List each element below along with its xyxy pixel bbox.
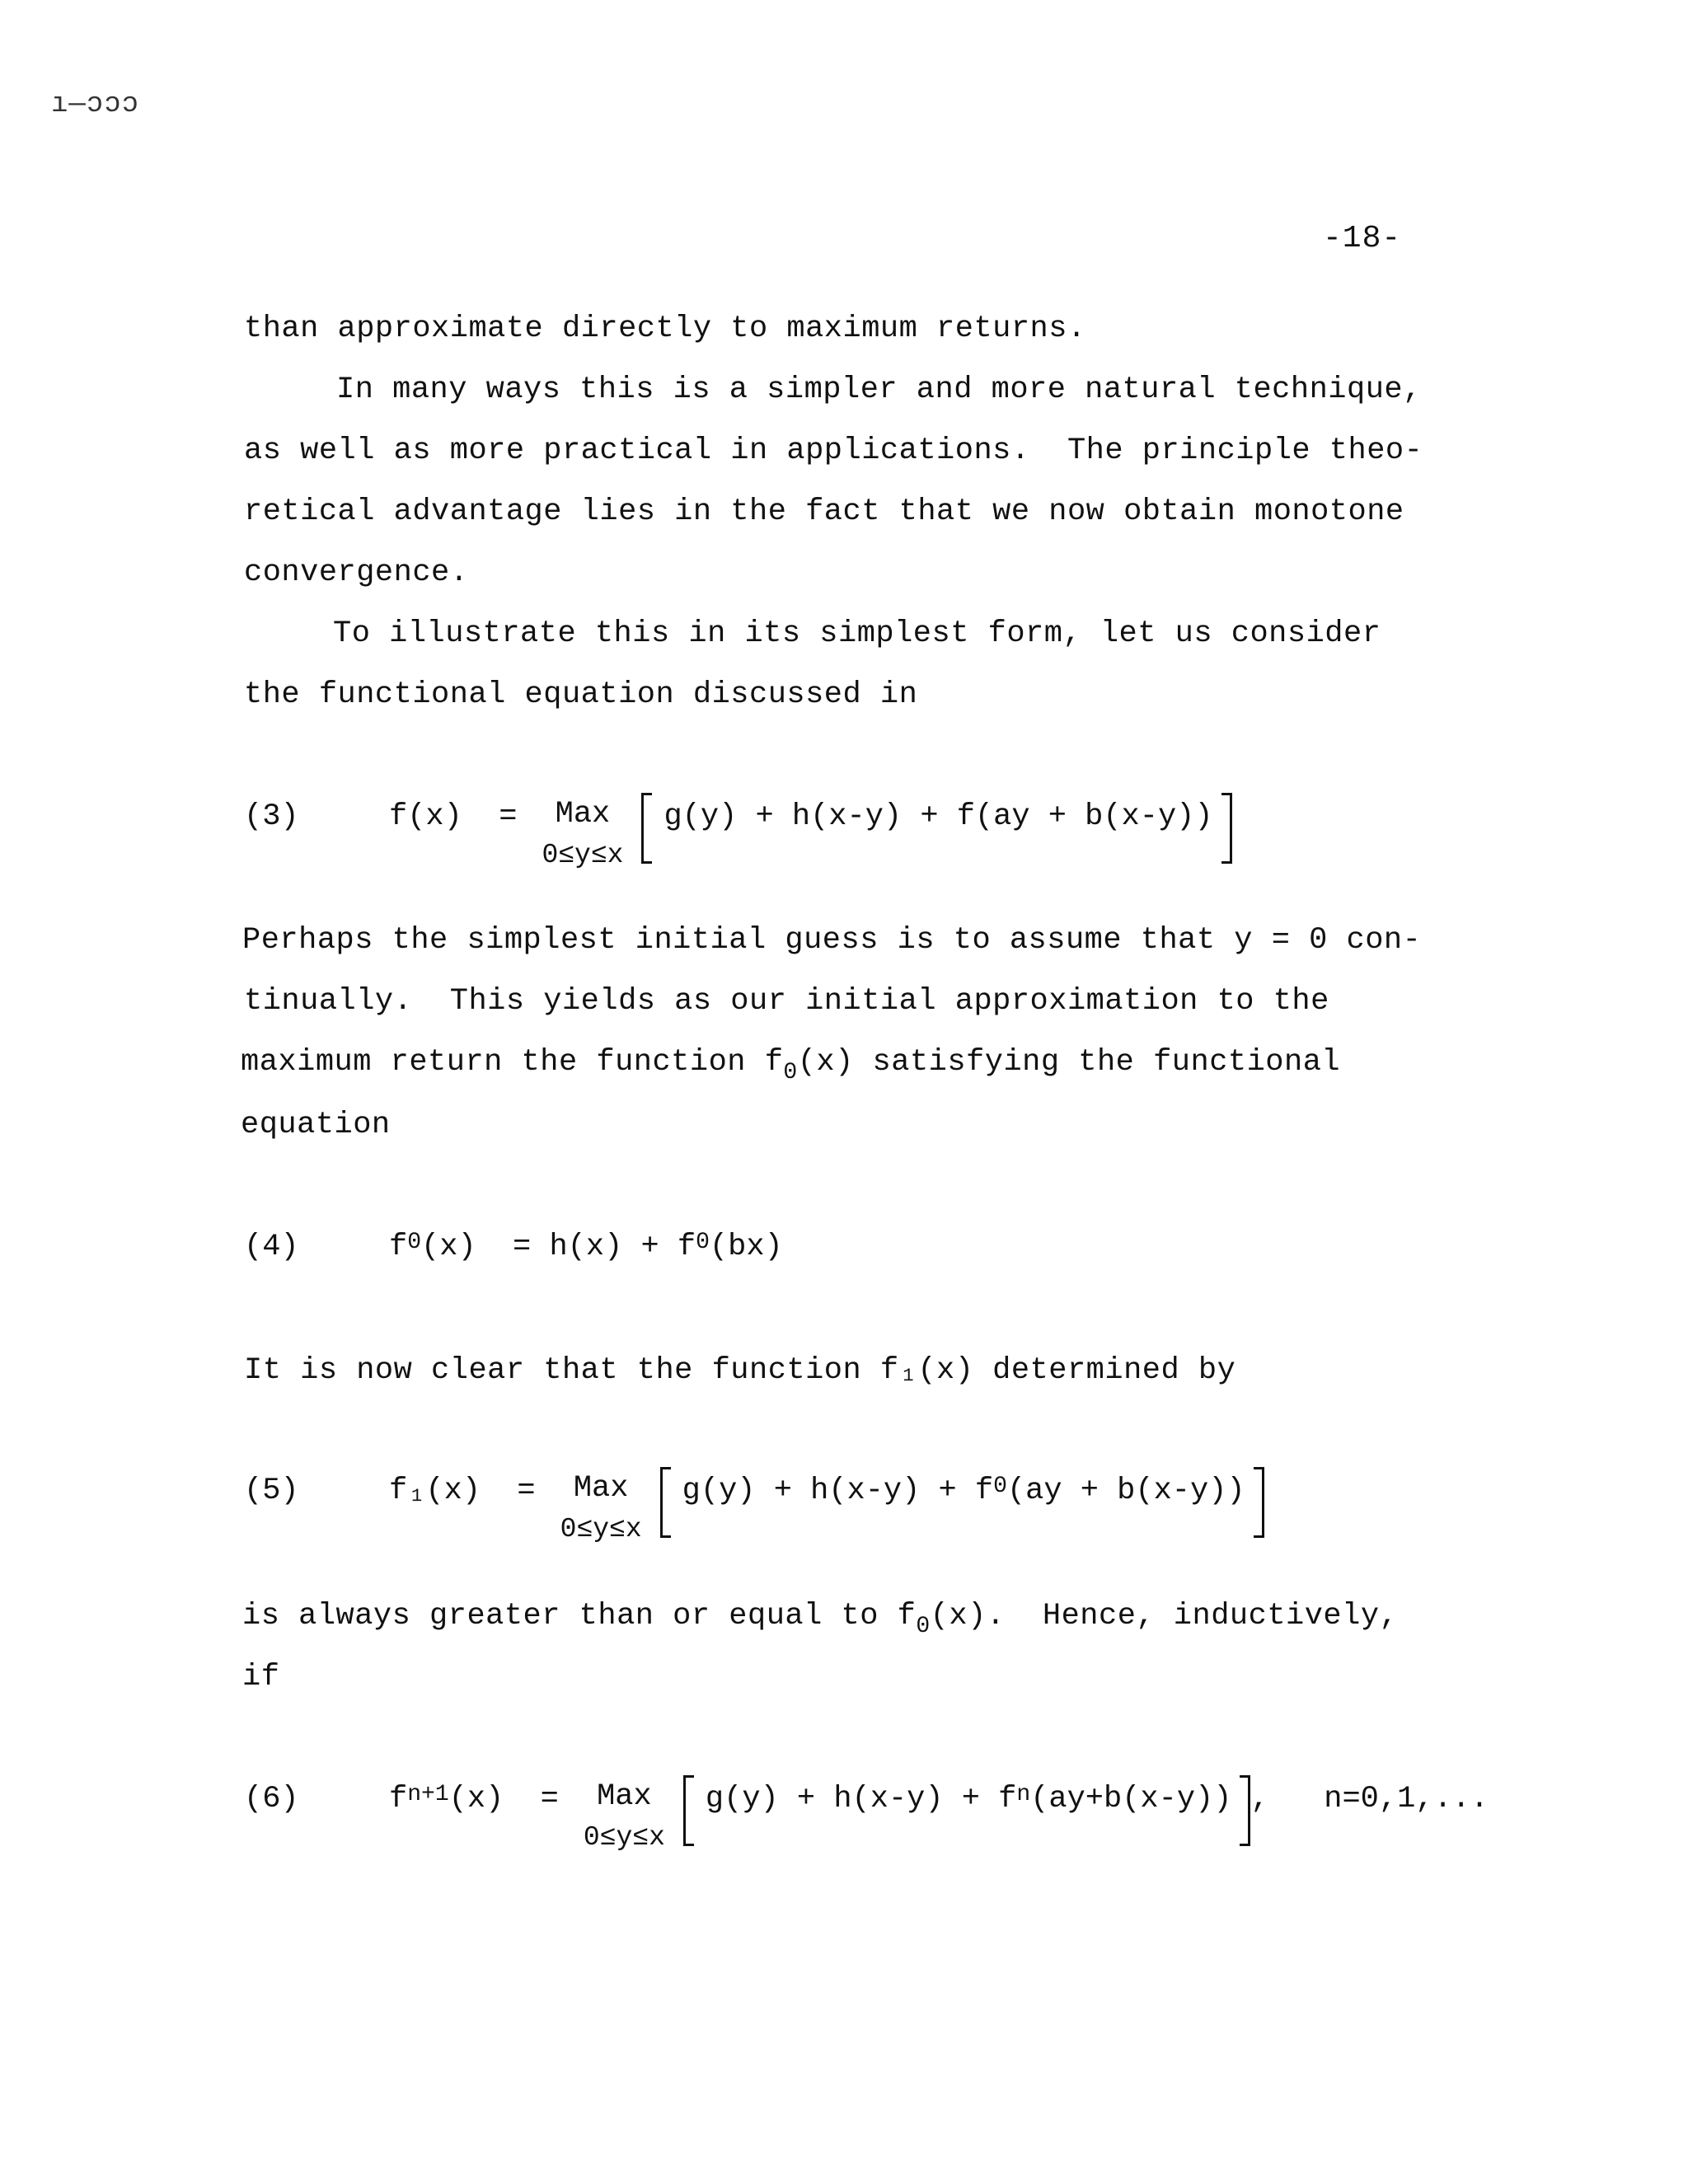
right-bracket bbox=[1240, 1775, 1250, 1846]
text-line: the functional equation discussed in bbox=[244, 677, 918, 712]
text-line: retical advantage lies in the fact that we now obtain monotone bbox=[244, 494, 1404, 529]
text-line: tinually. This yields as our initial approximation to the bbox=[244, 984, 1329, 1019]
text-line: Perhaps the simplest initial guess is to assume that y = 0 con- bbox=[242, 923, 1422, 958]
eq6-max-operator: Max 0≤y≤x bbox=[583, 1779, 665, 1853]
text-line: To illustrate this in its simplest form, let us consider bbox=[333, 616, 1381, 651]
eq3-max-operator bbox=[542, 799, 623, 869]
text-line: It is now clear that the function f₁(x) determined by bbox=[244, 1353, 1236, 1388]
text-line: is always greater than or equal to $f_0(x)$. Hence, inductively, bbox=[242, 1599, 1399, 1639]
left-bracket bbox=[683, 1775, 694, 1846]
equation-number-4: (4) bbox=[244, 1230, 299, 1264]
text-line: as well as more practical in applications. The principle theo- bbox=[244, 434, 1423, 468]
equation-number-5: (5) bbox=[244, 1474, 299, 1508]
eq3-lhs: f(x) = bbox=[389, 799, 518, 834]
equation-5: f₁(x) = Max 0≤y≤x g(y) + h(x-y) + f 0 (ay + b(x-y)) bbox=[389, 1474, 1264, 1543]
equation-number-3: (3) bbox=[244, 799, 299, 834]
text-line: In many ways this is a simpler and more natural technique, bbox=[336, 373, 1422, 407]
left-bracket bbox=[641, 793, 652, 864]
equation-6: f n+1 (x) = Max 0≤y≤x g(y) + h(x-y) + f n (ay+b(x-y)) , n=0,1,... bbox=[389, 1782, 1489, 1851]
text-line: if bbox=[242, 1660, 280, 1694]
eq3-max-label: Max bbox=[555, 797, 611, 832]
eq3-range: 0≤y≤x bbox=[542, 840, 624, 870]
right-bracket bbox=[1254, 1467, 1264, 1538]
text-line: equation bbox=[241, 1108, 391, 1142]
text-line: than approximate directly to maximum returns. bbox=[244, 312, 1086, 346]
eq3-body: g(y) + h(x-y) + f(ay + b(x-y)) bbox=[663, 799, 1213, 834]
corner-mark: ı—ɔɔɔ bbox=[51, 89, 140, 120]
equation-3 bbox=[389, 799, 1232, 869]
text-line: maximum return the function $f_0(x)$ satisfying the functional bbox=[241, 1045, 1341, 1085]
eq5-max-operator: Max 0≤y≤x bbox=[560, 1471, 642, 1544]
equation-4: f 0 (x) = h(x) + f 0 (bx) bbox=[389, 1230, 783, 1264]
right-bracket bbox=[1221, 793, 1232, 864]
left-bracket bbox=[660, 1467, 671, 1538]
page-number: -18- bbox=[1323, 221, 1402, 256]
text-line: convergence. bbox=[244, 555, 469, 590]
equation-number-6: (6) bbox=[244, 1782, 299, 1816]
eq6-tail: , n=0,1,... bbox=[1250, 1782, 1489, 1816]
